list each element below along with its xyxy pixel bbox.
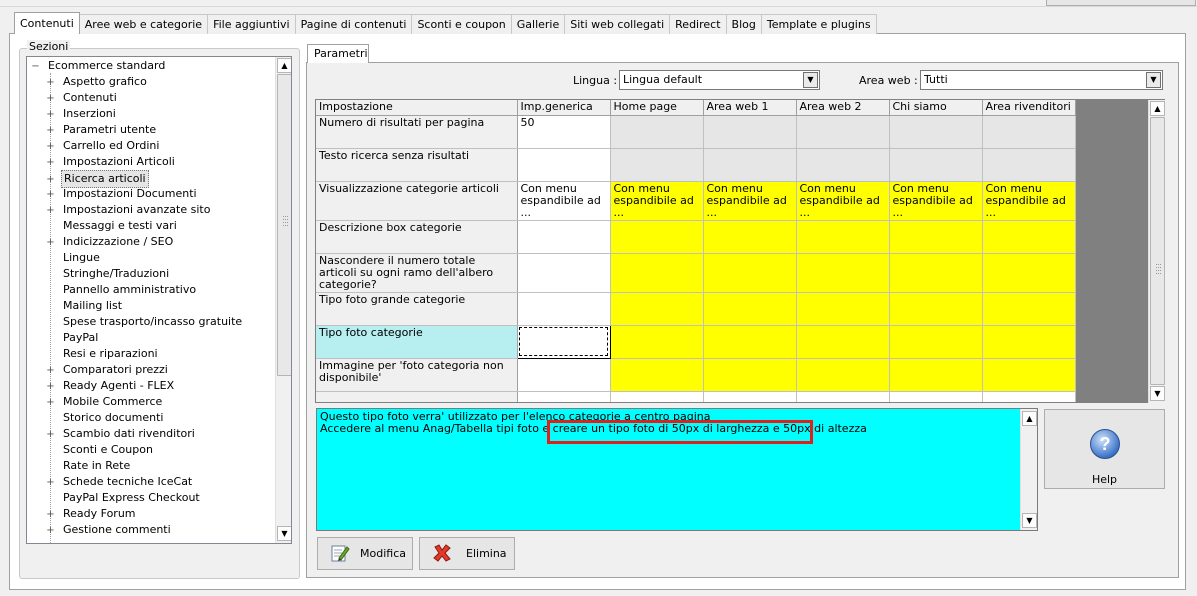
tree-item-label: Messaggi e testi vari — [63, 219, 177, 232]
table-cell[interactable] — [610, 292, 703, 325]
table-cell[interactable]: Con menu espandibile ad ... — [982, 181, 1075, 220]
column-header[interactable]: Impostazione — [316, 100, 517, 115]
sections-tree — [26, 56, 292, 544]
table-row[interactable] — [316, 358, 1075, 391]
table-cell — [889, 391, 982, 403]
table-cell[interactable] — [889, 148, 982, 181]
description-line-1: Questo tipo foto verra' utilizzato per l'elenco categorie a centro pagina — [320, 410, 711, 423]
elimina-button[interactable] — [419, 537, 515, 570]
tree-item-label: Schede tecniche IceCat — [63, 475, 193, 488]
expand-icon[interactable]: + — [46, 189, 55, 200]
expand-icon[interactable]: + — [46, 93, 55, 104]
scroll-up-arrow-icon[interactable]: ▲ — [1022, 411, 1037, 426]
table-cell[interactable]: Con menu espandibile ad ... — [517, 181, 610, 220]
sections-title: Sezioni — [29, 40, 69, 53]
table-cell[interactable] — [982, 220, 1075, 253]
table-cell[interactable] — [517, 148, 610, 181]
tab-parametri[interactable]: Parametri — [307, 44, 369, 63]
scroll-down-arrow-icon[interactable]: ▼ — [277, 526, 292, 541]
grid-scrollbar[interactable] — [1148, 100, 1165, 403]
table-cell[interactable] — [982, 148, 1075, 181]
table-cell[interactable] — [889, 292, 982, 325]
tree-item-label: Pannello amministrativo — [63, 283, 197, 296]
expand-icon[interactable]: + — [46, 509, 55, 520]
table-cell[interactable] — [610, 220, 703, 253]
tab-pagine-di-contenuti[interactable]: Pagine di contenuti — [295, 14, 413, 34]
expand-icon[interactable]: + — [46, 381, 55, 392]
column-header[interactable]: Home page — [610, 100, 703, 115]
table-cell[interactable] — [796, 358, 889, 391]
table-row[interactable] — [316, 181, 1075, 220]
tree-root-node[interactable] — [31, 58, 167, 74]
table-cell[interactable] — [796, 325, 889, 358]
tree-root-label: Ecommerce standard — [48, 59, 166, 72]
tree-item-label: Scambio dati rivenditori — [63, 427, 195, 440]
tree-item[interactable] — [46, 298, 124, 314]
expand-icon[interactable]: + — [46, 365, 55, 376]
row-label[interactable]: Immagine per 'foto categoria non disponibile' — [316, 358, 517, 391]
table-cell[interactable] — [610, 148, 703, 181]
table-cell[interactable] — [610, 253, 703, 292]
tree-item-label: Spese trasporto/incasso gratuite — [63, 315, 243, 328]
column-header[interactable]: Area rivenditori — [982, 100, 1075, 115]
tree-leaf-spacer — [46, 300, 55, 309]
table-cell[interactable] — [796, 115, 889, 148]
tree-item-label: PayPal — [63, 331, 99, 344]
tree-item-label: Impostazioni Documenti — [63, 187, 197, 200]
tree-item[interactable] — [46, 362, 170, 378]
table-cell[interactable] — [703, 325, 796, 358]
sections-tree-items — [27, 57, 275, 543]
main-tabs — [14, 14, 876, 34]
tab-redirect[interactable]: Redirect — [669, 14, 726, 34]
settings-grid — [315, 99, 1165, 403]
column-header[interactable]: Imp.generica — [517, 100, 610, 115]
table-cell — [517, 391, 610, 403]
description-scrollbar[interactable] — [1020, 409, 1037, 530]
help-button[interactable] — [1044, 409, 1165, 489]
expand-icon[interactable]: + — [46, 525, 55, 536]
expand-icon[interactable]: + — [46, 477, 55, 488]
table-cell[interactable] — [982, 325, 1075, 358]
table-row-partial — [316, 391, 1075, 403]
tab-blog[interactable]: Blog — [726, 14, 762, 34]
tab-siti-web-collegati[interactable]: Siti web collegati — [564, 14, 670, 34]
tree-item[interactable] — [46, 394, 164, 410]
tree-item[interactable] — [46, 282, 198, 298]
row-label[interactable]: Nascondere il numero totale articoli su ogni ramo dell'albero categorie? — [316, 253, 517, 292]
tree-leaf-spacer — [46, 252, 55, 261]
table-cell[interactable] — [982, 115, 1075, 148]
tab-sconti-e-coupon[interactable]: Sconti e coupon — [411, 14, 511, 34]
modifica-button[interactable] — [317, 537, 413, 570]
tree-scroll-thumb[interactable] — [277, 74, 292, 376]
tree-item[interactable] — [46, 426, 197, 442]
tree-item[interactable] — [46, 90, 119, 106]
tree-leaf-spacer — [46, 332, 55, 341]
table-cell — [610, 391, 703, 403]
tree-item-label: Inserzioni — [63, 107, 116, 120]
table-cell[interactable] — [796, 220, 889, 253]
row-label[interactable]: Tipo foto categorie — [316, 325, 517, 358]
tree-item[interactable] — [46, 442, 155, 458]
description-line-2: Accedere al menu Anag/Tabella tipi foto e creare un tipo foto di 50px di larghezza e 50px di altezza — [320, 422, 867, 435]
table-cell[interactable] — [796, 292, 889, 325]
help-label: Help — [1091, 473, 1118, 486]
row-label[interactable]: Numero di risultati per pagina — [316, 115, 517, 148]
table-cell — [316, 391, 517, 403]
table-cell — [982, 391, 1075, 403]
table-cell[interactable] — [703, 358, 796, 391]
table-cell[interactable] — [889, 253, 982, 292]
tree-leaf-spacer — [46, 220, 55, 229]
row-label[interactable]: Visualizzazione categorie articoli — [316, 181, 517, 220]
settings-table — [316, 100, 1076, 403]
tree-item[interactable] — [46, 154, 177, 170]
tree-leaf-spacer — [46, 412, 55, 421]
tree-item-label: Impostazioni Articoli — [63, 155, 175, 168]
row-label[interactable]: Tipo foto grande categorie — [316, 292, 517, 325]
table-cell[interactable]: Con menu espandibile ad ... — [889, 181, 982, 220]
table-cell[interactable] — [517, 253, 610, 292]
tab-file-aggiuntivi[interactable]: File aggiuntivi — [207, 14, 296, 34]
tree-item-label: Impostazioni avanzate sito — [63, 203, 211, 216]
table-cell[interactable]: Con menu espandibile ad ... — [796, 181, 889, 220]
tab-gallerie[interactable]: Gallerie — [511, 14, 566, 34]
tree-item[interactable] — [46, 138, 161, 154]
area-web-value: Tutti — [924, 73, 948, 86]
table-cell[interactable] — [982, 292, 1075, 325]
tree-item[interactable] — [46, 234, 175, 250]
tree-leaf-spacer — [46, 460, 55, 469]
tree-item-label: Stringhe/Traduzioni — [63, 267, 170, 280]
expand-icon[interactable]: + — [46, 109, 55, 120]
scroll-up-arrow-icon[interactable]: ▲ — [1150, 101, 1165, 116]
column-header[interactable]: Chi siamo — [889, 100, 982, 115]
top-strip — [0, 0, 1197, 7]
tree-item-label: Mailing list — [63, 299, 123, 312]
table-row[interactable] — [316, 148, 1075, 181]
expand-icon[interactable]: + — [46, 429, 55, 440]
row-label[interactable]: Descrizione box categorie — [316, 220, 517, 253]
tree-item-label: Lingue — [63, 251, 100, 264]
tree-item-label: PayPal Express Checkout — [63, 491, 200, 504]
row-label[interactable]: Testo ricerca senza risultati — [316, 148, 517, 181]
tree-item-label: Aspetto grafico — [63, 75, 147, 88]
table-cell[interactable] — [703, 292, 796, 325]
expand-icon[interactable]: + — [46, 157, 55, 168]
tree-scrollbar[interactable] — [275, 57, 292, 543]
tab-template-e-plugins[interactable]: Template e plugins — [761, 14, 877, 34]
lingua-value: Lingua default — [623, 73, 703, 86]
tree-leaf-spacer — [46, 492, 55, 501]
table-cell[interactable] — [796, 253, 889, 292]
tree-leaf-spacer — [46, 268, 55, 277]
grid-scroll-thumb[interactable] — [1150, 117, 1165, 385]
tree-item[interactable] — [46, 410, 165, 426]
expand-icon[interactable]: + — [46, 141, 55, 152]
table-cell[interactable] — [517, 325, 610, 358]
tree-item-label: Rate in Rete — [63, 459, 131, 472]
lingua-label: Lingua : — [573, 74, 618, 87]
tree-item-label: Ready Forum — [63, 507, 136, 520]
tree-item[interactable] — [46, 202, 212, 218]
table-cell[interactable] — [703, 253, 796, 292]
scroll-down-arrow-icon[interactable]: ▼ — [1022, 513, 1037, 528]
tree-leaf-spacer — [46, 284, 55, 293]
tree-item[interactable] — [46, 170, 149, 186]
tree-item[interactable] — [46, 458, 132, 474]
tree-item[interactable] — [46, 490, 202, 506]
table-cell[interactable]: Con menu espandibile ad ... — [703, 181, 796, 220]
scroll-up-arrow-icon[interactable]: ▲ — [277, 58, 292, 73]
table-cell — [703, 391, 796, 403]
tree-item[interactable] — [46, 122, 158, 138]
expand-icon[interactable]: + — [46, 125, 55, 136]
area-web-select[interactable] — [920, 70, 1163, 90]
tab-aree-web-e-categorie[interactable]: Aree web e categorie — [79, 14, 208, 34]
tree-item-label: Sconti e Coupon — [63, 443, 153, 456]
column-header[interactable]: Area web 1 — [703, 100, 796, 115]
tree-item[interactable] — [46, 474, 194, 490]
table-cell[interactable] — [703, 220, 796, 253]
collapse-icon[interactable]: − — [31, 61, 40, 72]
tree-item-label: Carrello ed Ordini — [63, 139, 160, 152]
table-row[interactable] — [316, 253, 1075, 292]
table-cell[interactable]: 50 — [517, 115, 610, 148]
tree-item[interactable] — [46, 218, 179, 234]
help-question-icon: ? — [1090, 429, 1120, 459]
area-web-label: Area web : — [859, 74, 918, 87]
table-row[interactable] — [316, 292, 1075, 325]
annotation-highlight-box — [547, 420, 813, 444]
table-cell[interactable] — [889, 220, 982, 253]
table-cell[interactable] — [703, 115, 796, 148]
tree-leaf-spacer — [46, 348, 55, 357]
table-row[interactable] — [316, 325, 1075, 358]
table-cell[interactable] — [889, 358, 982, 391]
table-cell[interactable] — [517, 292, 610, 325]
table-row[interactable] — [316, 220, 1075, 253]
modifica-label: Modifica — [360, 547, 406, 560]
table-row[interactable] — [316, 115, 1075, 148]
delete-x-icon — [432, 543, 452, 563]
tree-leaf-spacer — [46, 444, 55, 453]
expand-icon[interactable]: + — [46, 397, 55, 408]
tree-item-label: Parametri utente — [63, 123, 157, 136]
tree-item-label: Storico documenti — [63, 411, 164, 424]
tree-item[interactable] — [46, 346, 160, 362]
tree-item-label: Mobile Commerce — [63, 395, 163, 408]
column-header[interactable]: Area web 2 — [796, 100, 889, 115]
table-cell[interactable] — [610, 358, 703, 391]
tree-item[interactable] — [46, 378, 176, 394]
tree-item[interactable] — [46, 106, 118, 122]
table-cell[interactable] — [517, 358, 610, 391]
tree-item-label: Ready Agenti - FLEX — [63, 379, 175, 392]
tree-item[interactable] — [46, 186, 199, 202]
table-cell[interactable] — [610, 325, 703, 358]
table-cell[interactable]: Con menu espandibile ad ... — [610, 181, 703, 220]
table-cell[interactable] — [517, 220, 610, 253]
tree-item-label: Indicizzazione / SEO — [63, 235, 174, 248]
scroll-down-arrow-icon[interactable]: ▼ — [1150, 386, 1165, 401]
expand-icon[interactable]: + — [46, 237, 55, 248]
tree-leaf-spacer — [46, 316, 55, 325]
table-cell[interactable] — [982, 358, 1075, 391]
chevron-down-icon[interactable]: ▼ — [1146, 72, 1161, 88]
table-cell[interactable] — [982, 253, 1075, 292]
table-cell[interactable] — [796, 148, 889, 181]
table-cell — [796, 391, 889, 403]
tab-contenuti[interactable]: Contenuti — [14, 12, 80, 34]
table-cell[interactable] — [889, 115, 982, 148]
tree-item-label: Comparatori prezzi — [63, 363, 168, 376]
tree-item[interactable] — [46, 74, 149, 90]
tree-item[interactable] — [46, 266, 171, 282]
table-cell[interactable] — [703, 148, 796, 181]
expand-icon[interactable]: + — [46, 174, 55, 185]
tree-item-label: Contenuti — [63, 91, 117, 104]
chevron-down-icon[interactable]: ▼ — [803, 72, 818, 88]
tree-item-label: Resi e riparazioni — [63, 347, 158, 360]
table-cell[interactable] — [610, 115, 703, 148]
tree-item[interactable] — [46, 506, 138, 522]
expand-icon[interactable]: + — [46, 77, 55, 88]
tree-item[interactable] — [46, 522, 173, 538]
expand-icon[interactable]: + — [46, 205, 55, 216]
tree-item-label: Gestione commenti — [63, 523, 171, 536]
elimina-label: Elimina — [466, 547, 507, 560]
lingua-select[interactable] — [619, 70, 820, 90]
table-cell[interactable] — [889, 325, 982, 358]
top-right-button[interactable] — [1046, 0, 1196, 6]
tree-item[interactable] — [46, 314, 244, 330]
tree-item[interactable] — [46, 330, 100, 346]
tree-item[interactable] — [46, 250, 102, 266]
tree-item-label: Ricerca articoli — [61, 170, 149, 188]
edit-pencil-icon — [330, 543, 350, 563]
